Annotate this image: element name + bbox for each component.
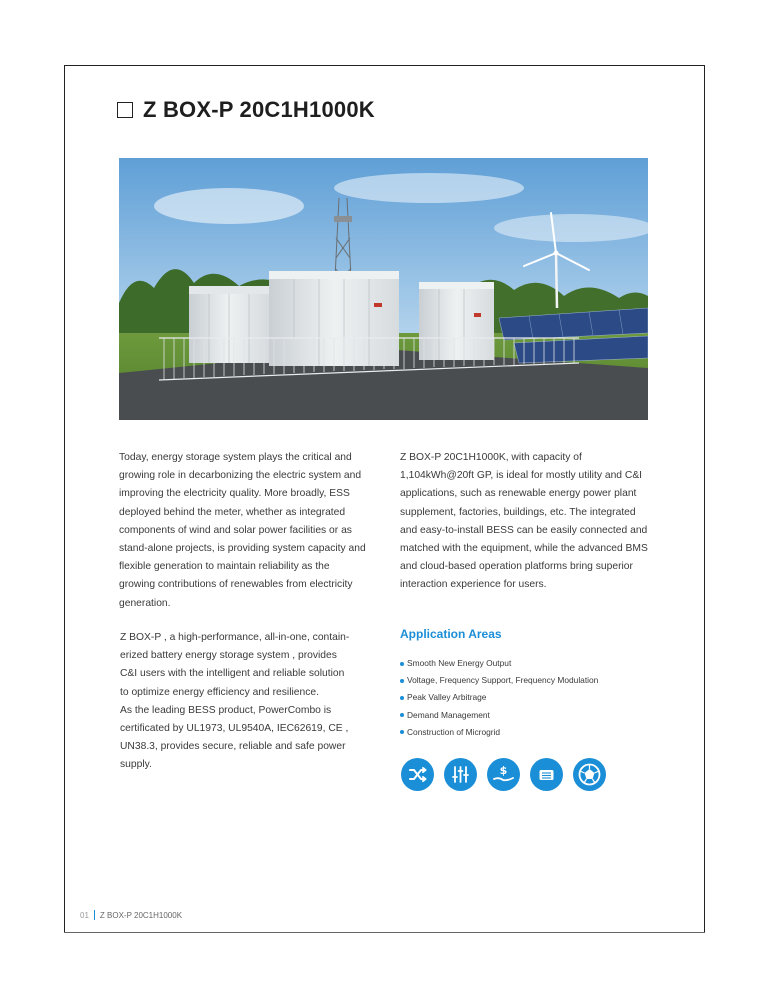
list-item: Voltage, Frequency Support, Frequency Modulation <box>400 672 598 689</box>
text-line: and easy-to-install BESS can be easily connected and <box>400 524 648 536</box>
battery-module-icon <box>530 758 563 791</box>
page-bottom-line <box>64 932 705 933</box>
page-number: 01 <box>80 910 89 920</box>
text-line: flexible generation to maintain reliability as the <box>119 561 330 573</box>
page-footer <box>80 910 182 920</box>
text-line: 1,104kWh@20ft GP, is ideal for mostly utility and C&I <box>400 470 643 482</box>
text-line: and cloud-based operation platforms bring superior <box>400 561 633 573</box>
intro-paragraph <box>119 449 381 613</box>
text-line: growing contributions of renewables from electricity <box>119 579 353 591</box>
text-line: UN38.3, provides secure, reliable and safe power <box>120 741 346 753</box>
equalizer-sliders-icon <box>444 758 477 791</box>
text-line: supplement, factories, buildings, etc. The integrated <box>400 506 636 518</box>
text-line: applications, such as renewable energy power plant <box>400 488 637 500</box>
text-line: components of wind and solar power facilities or as <box>119 524 352 536</box>
text-line: Today, energy storage system plays the critical and <box>119 452 352 463</box>
network-globe-icon <box>573 758 606 791</box>
page-title-text: Z BOX-P 20C1H1000K <box>143 97 375 122</box>
text-line: to optimize energy efficiency and resilience. <box>120 686 319 698</box>
text-line: supply. <box>120 759 152 771</box>
page-title <box>117 97 375 123</box>
text-line: deployed behind the meter, whether as integrated <box>119 506 346 518</box>
text-line: improving the electricity quality. More broadly, ESS <box>119 488 350 500</box>
text-line: C&I users with the intelligent and reliable solution <box>120 668 345 680</box>
shuffle-icon <box>401 758 434 791</box>
product-paragraph <box>120 629 382 775</box>
text-line: growing role in decarbonizing the electric system and <box>119 470 362 482</box>
footer-separator <box>94 910 95 920</box>
text-line: erized battery energy storage system , provides <box>120 650 337 662</box>
text-line: As the leading BESS product, PowerCombo is <box>120 704 332 716</box>
text-line: stand-alone projects, is providing system capacity and <box>119 543 366 555</box>
list-item: Construction of Microgrid <box>400 724 598 741</box>
text-line: matched with the equipment, while the advanced BMS <box>400 543 648 555</box>
footer-label: Z BOX-P 20C1H1000K <box>99 910 183 920</box>
text-line: generation. <box>119 597 171 609</box>
application-areas-list <box>400 655 598 741</box>
text-line: interaction experience for users. <box>400 579 547 591</box>
list-item: Demand Management <box>400 707 598 724</box>
hero-photo-bess-containers <box>119 158 648 420</box>
capacity-paragraph <box>400 449 650 595</box>
application-icons-row <box>401 758 606 791</box>
checkbox-square-icon <box>117 102 133 118</box>
text-line: certificated by UL1973, UL9540A, IEC62619, CE , <box>120 723 349 735</box>
application-areas-heading: Application Areas <box>400 627 502 641</box>
list-item: Smooth New Energy Output <box>400 655 598 672</box>
text-line: Z BOX-P , a high-performance, all-in-one, contain- <box>120 632 350 643</box>
dollar-hand-icon <box>487 758 520 791</box>
list-item: Peak Valley Arbitrage <box>400 689 598 706</box>
text-line: Z BOX-P 20C1H1000K, with capacity of <box>400 452 582 463</box>
svg-text:$: $ <box>499 764 508 777</box>
